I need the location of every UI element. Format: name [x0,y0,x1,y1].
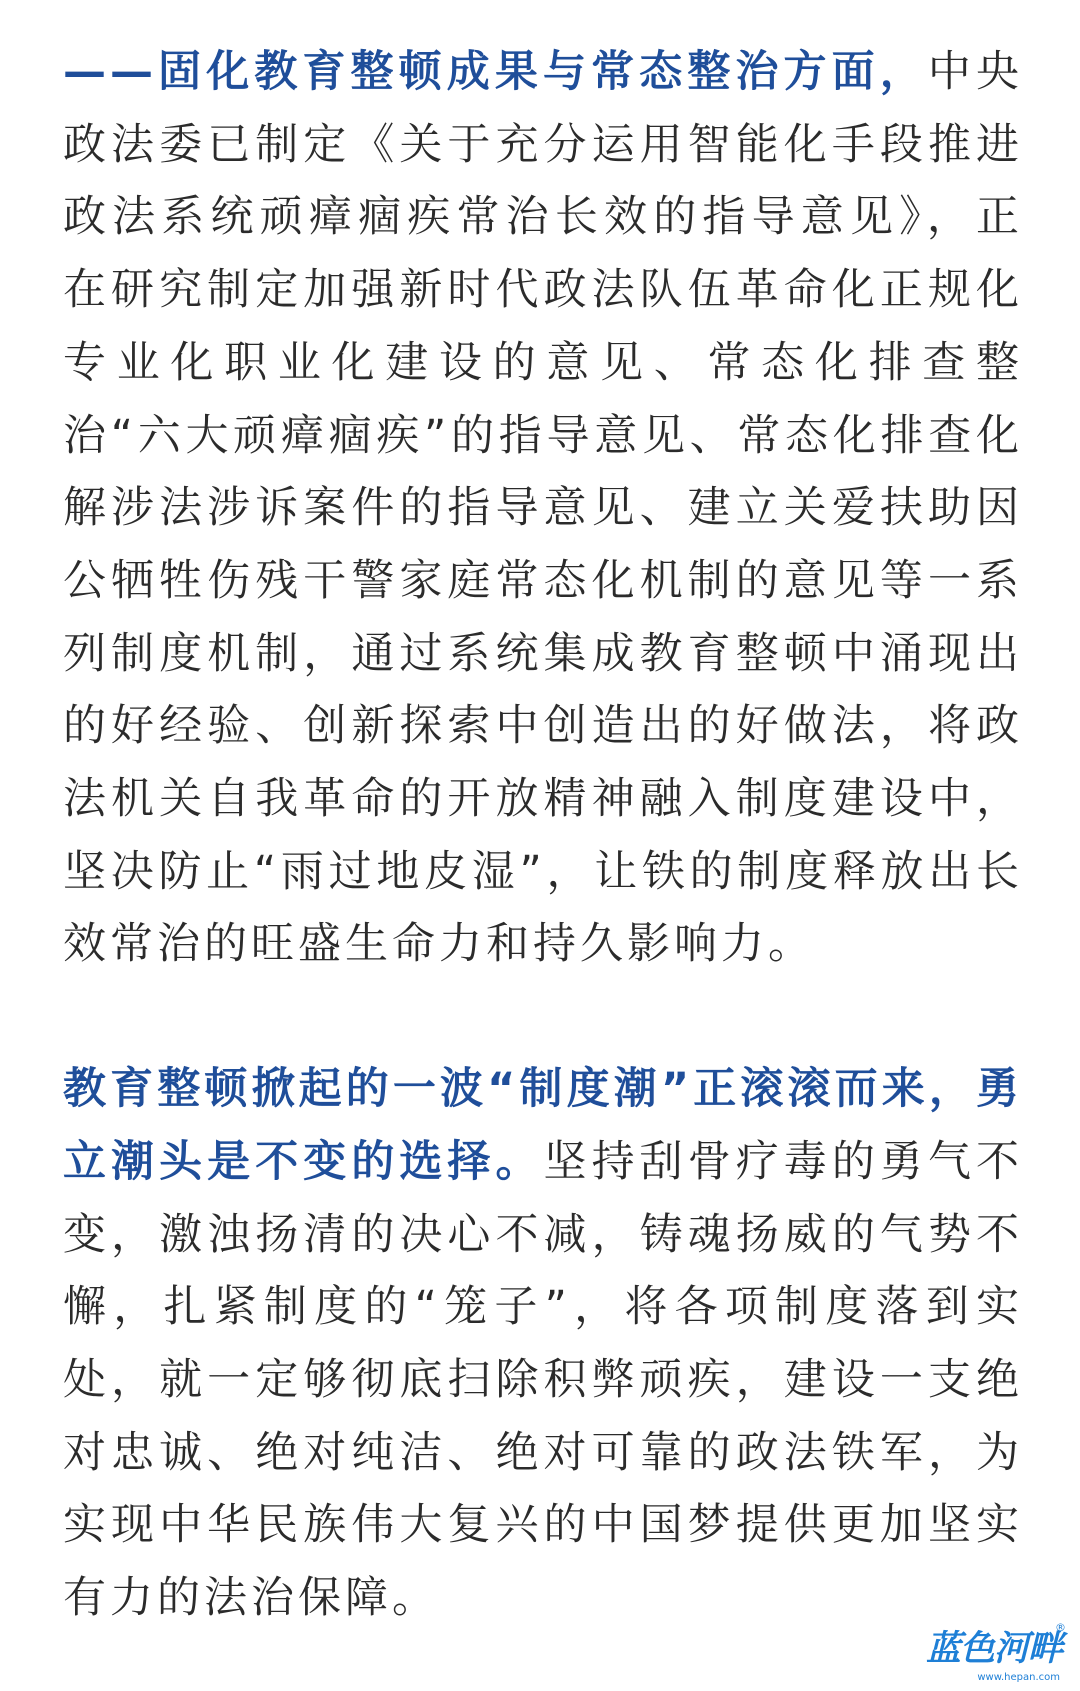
paragraph-2 [63,1053,1023,1635]
paragraph-2-body: 坚持刮骨疗毒的勇气不变，激浊扬清的决心不减，铸魂扬威的气势不懈，扎紧制度的“笼子”，将各项制度落到实处，就一定够彻底扫除积弊顽疾，建设一支绝对忠诚、绝对纯洁、绝对可靠的政法铁军，为实现中华民族伟大复兴的中国梦提供更加坚实有力的法治保障。 [63,1136,1024,1624]
watermark-logo [926,1621,1066,1683]
paragraph-1-lead: ——固化教育整顿成果与常态整治方面， [63,47,928,97]
paragraph-1 [63,36,1023,981]
paragraph-2-lead: 教育整顿掀起的一波“制度潮”正滚滚而来，勇立潮头是不变的选择。 [63,1064,1023,1187]
paragraph-1-body: 中央政法委已制定《关于充分运用智能化手段推进政法系统顽瘴痼疾常治长效的指导意见》，正在研究制定加强新时代政法队伍革命化正规化专业化职业化建设的意见、常态化排查整治“六大顽瘴痼疾”的指导意见、常态化排查化解涉法涉诉案件的指导意见、建立关爱扶助因公牺牲伤残干警家庭常态化机制的意见等一系列制度机制，通过系统集成教育整顿中涌现出的好经验、创新探索中创造出的好做法，将政法机关自我革命的开放精神融入制度建设中，坚决防止“雨过地皮湿”，让铁的制度释放出长效常治的旺盛生命力和持久影响力。 [63,47,1024,970]
article [63,36,1023,1635]
registered-mark: ® [1055,1621,1066,1634]
watermark-url: www.hepan.com [977,1672,1060,1683]
watermark-logo-text: 蓝色河畔 [926,1629,1063,1669]
